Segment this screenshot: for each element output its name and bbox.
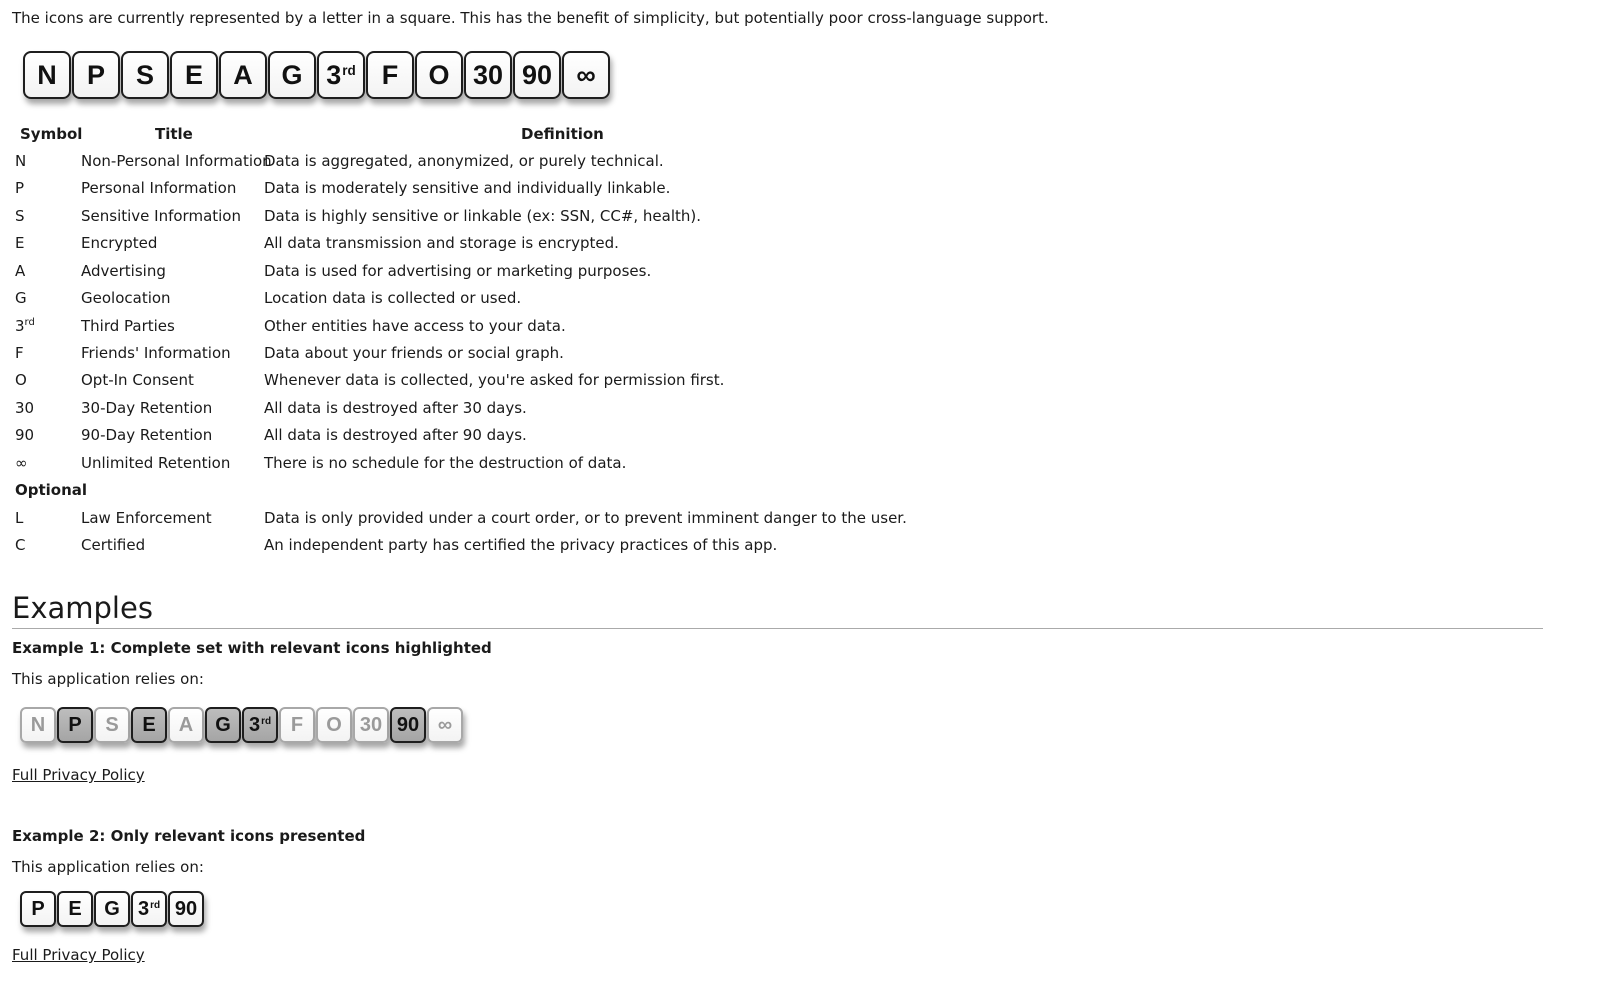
encrypted-icon: E	[131, 707, 167, 743]
table-row-title: Opt-In Consent	[81, 371, 194, 389]
table-row-title: Personal Information	[81, 179, 237, 197]
third-parties-icon: 3 $^{rd}$	[317, 51, 365, 99]
retention-30-icon: 30	[353, 707, 389, 743]
table-row-symbol: 3rd	[15, 317, 35, 335]
table-row-symbol: ∞	[15, 454, 28, 472]
heading-divider	[12, 628, 1543, 629]
table-row-symbol: N	[15, 152, 27, 170]
examples-heading: Examples	[12, 591, 153, 625]
example-1-relies-text: This application relies on:	[12, 670, 204, 688]
table-row-title: Third Parties	[81, 317, 175, 335]
unlimited-retention-icon: ∞	[427, 707, 463, 743]
sensitive-icon: S	[94, 707, 130, 743]
table-header-symbol: Symbol	[20, 125, 83, 143]
geolocation-icon: G	[94, 891, 130, 927]
third-parties-icon: 3 $^{rd}$	[131, 891, 167, 927]
example-2-relies-text: This application relies on:	[12, 858, 204, 876]
table-row-title: Non-Personal Information	[81, 152, 272, 170]
table-row-symbol: G	[15, 289, 27, 307]
third-parties-icon: 3 $^{rd}$	[242, 707, 278, 743]
friends-icon: F	[366, 51, 414, 99]
legend-icon-row	[23, 51, 610, 99]
encrypted-icon: E	[170, 51, 218, 99]
table-row-definition: Location data is collected or used.	[264, 289, 522, 307]
personal-icon: P	[20, 891, 56, 927]
table-row-symbol: F	[15, 344, 24, 362]
table-row-definition: Whenever data is collected, you're asked for permission first.	[264, 371, 725, 389]
sensitive-icon: S	[121, 51, 169, 99]
example-1-privacy-policy-link[interactable]: Full Privacy Policy	[12, 766, 145, 784]
table-row-symbol: L	[15, 509, 24, 527]
table-row-title: Law Enforcement	[81, 509, 212, 527]
personal-icon: P	[72, 51, 120, 99]
table-row-symbol: 90	[15, 426, 35, 444]
non-personal-icon: N	[20, 707, 56, 743]
example-1-title: Example 1: Complete set with relevant icons highlighted	[12, 639, 492, 657]
table-row-definition: All data is destroyed after 30 days.	[264, 399, 527, 417]
example-2-title: Example 2: Only relevant icons presented	[12, 827, 366, 845]
table-row-definition: Data about your friends or social graph.	[264, 344, 564, 362]
retention-90-icon: 90	[513, 51, 561, 99]
advertising-icon: A	[168, 707, 204, 743]
table-row-title: Advertising	[81, 262, 166, 280]
table-row-title: Certified	[81, 536, 146, 554]
table-row-definition: Data is only provided under a court order, or to prevent imminent danger to the user.	[264, 509, 907, 527]
personal-icon: P	[57, 707, 93, 743]
advertising-icon: A	[219, 51, 267, 99]
table-row-definition: An independent party has certified the privacy practices of this app.	[264, 536, 778, 554]
intro-text: The icons are currently represented by a letter in a square. This has the benefit of simplicity, but potentially poor cross-language support.	[12, 9, 1049, 27]
unlimited-retention-icon: ∞	[562, 51, 610, 99]
table-row-definition: Other entities have access to your data.	[264, 317, 566, 335]
example-2-privacy-policy-link[interactable]: Full Privacy Policy	[12, 946, 145, 964]
table-row-definition: Data is moderately sensitive and individually linkable.	[264, 179, 671, 197]
geolocation-icon: G	[205, 707, 241, 743]
table-row-symbol: O	[15, 371, 27, 389]
table-row-definition: All data transmission and storage is encrypted.	[264, 234, 619, 252]
non-personal-icon: N	[23, 51, 71, 99]
table-row-definition: All data is destroyed after 90 days.	[264, 426, 527, 444]
retention-90-icon: 90	[168, 891, 204, 927]
table-row-title: Unlimited Retention	[81, 454, 231, 472]
encrypted-icon: E	[57, 891, 93, 927]
table-row-title: Sensitive Information	[81, 207, 241, 225]
opt-in-icon: O	[316, 707, 352, 743]
table-row-symbol: E	[15, 234, 25, 252]
table-row-symbol: 30	[15, 399, 35, 417]
example-2-icon-row	[20, 891, 204, 927]
friends-icon: F	[279, 707, 315, 743]
table-header-definition: Definition	[521, 125, 604, 143]
optional-section-label: Optional	[15, 481, 88, 499]
table-row-title: 30-Day Retention	[81, 399, 213, 417]
table-row-title: 90-Day Retention	[81, 426, 213, 444]
example-1-icon-row	[20, 707, 463, 743]
table-row-title: Encrypted	[81, 234, 158, 252]
table-header-title: Title	[155, 125, 193, 143]
table-row-symbol: P	[15, 179, 25, 197]
table-row-definition: Data is used for advertising or marketing purposes.	[264, 262, 652, 280]
table-row-title: Geolocation	[81, 289, 171, 307]
retention-90-icon: 90	[390, 707, 426, 743]
table-row-symbol: S	[15, 207, 25, 225]
opt-in-icon: O	[415, 51, 463, 99]
table-row-symbol: C	[15, 536, 26, 554]
table-row-definition: Data is highly sensitive or linkable (ex: SSN, CC#, health).	[264, 207, 702, 225]
table-row-title: Friends' Information	[81, 344, 231, 362]
retention-30-icon: 30	[464, 51, 512, 99]
geolocation-icon: G	[268, 51, 316, 99]
table-row-symbol: A	[15, 262, 26, 280]
table-row-definition: There is no schedule for the destruction of data.	[264, 454, 627, 472]
table-row-definition: Data is aggregated, anonymized, or purely technical.	[264, 152, 664, 170]
